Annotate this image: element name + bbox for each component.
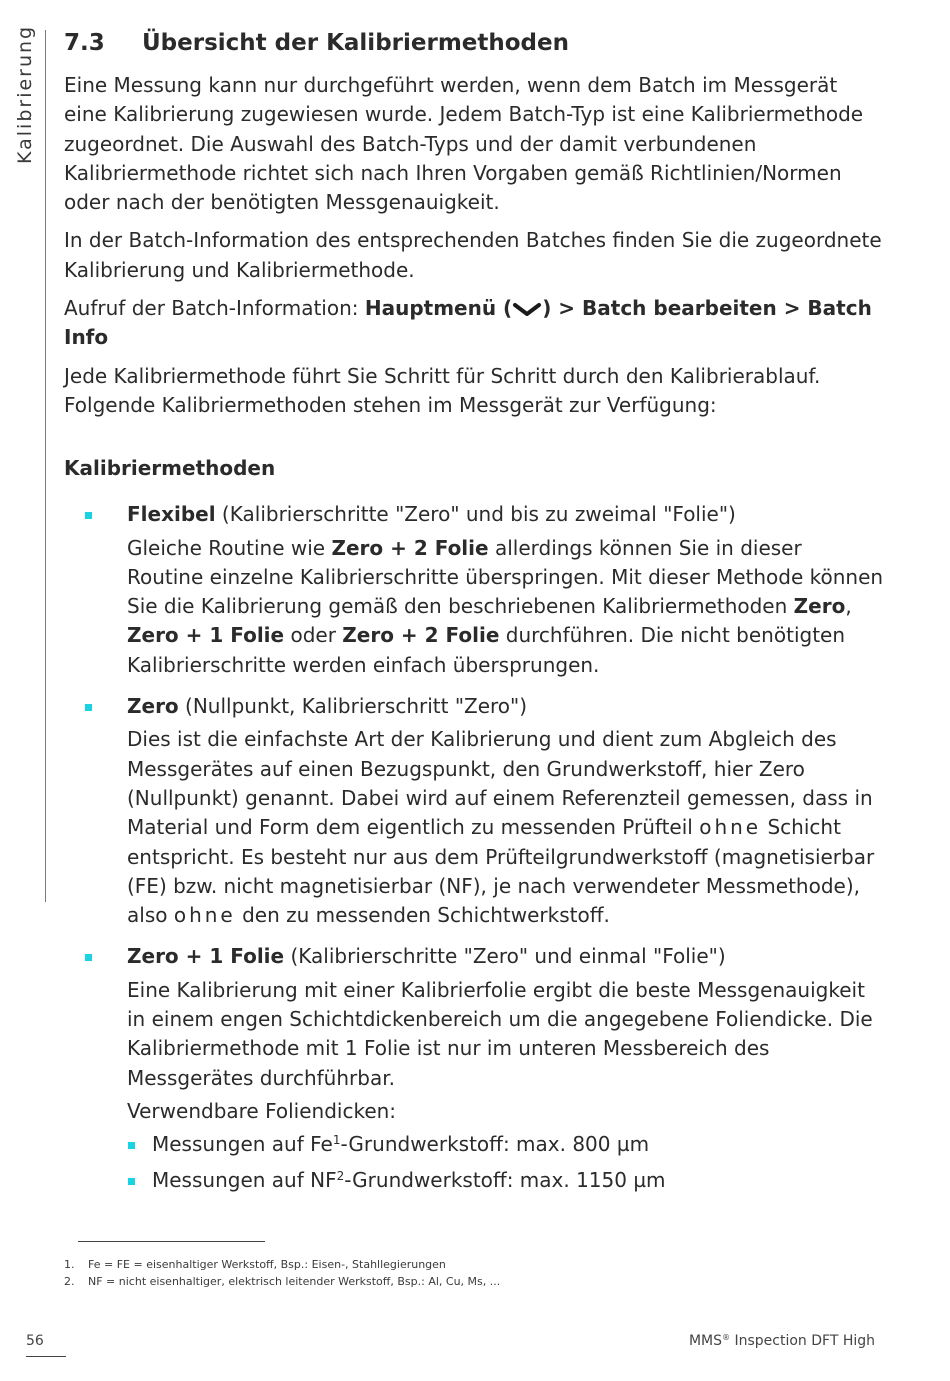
method-name: Flexibel — [127, 502, 216, 527]
footnote-ref: 2 — [336, 1169, 345, 1184]
text-run: durchführen. Die nicht benötigten Kalibrierschritte werden einfach übersprungen. — [127, 623, 846, 677]
page-number-rule — [26, 1356, 66, 1357]
method-name: Zero + 1 Folie — [127, 944, 285, 969]
footnote-ref: 1 — [332, 1133, 341, 1148]
bold-run: Zero — [793, 594, 846, 619]
footnote-text: Fe = FE = eisenhaltiger Werkstoff, Bsp.: Eisen-, Stahllegierungen — [88, 1258, 446, 1271]
text-run: Dies ist die einfachste Art der Kalibrierung und dient zum Abgleich des Messgerätes auf einen Bezugspunkt, den Grundwerkstoff, hier Zero (Nullpunkt) genannt. Dabei wird auf einem Referenzteil gemessen, dass in Material und Form dem eigentlich zu messenden Prüfteil — [127, 727, 873, 840]
bold-run: Zero + 2 Folie — [331, 535, 489, 560]
bullet-square-icon — [128, 1178, 135, 1185]
section-title: Übersicht der Kalibriermethoden — [142, 30, 569, 56]
footnote-number: 2. — [64, 1275, 75, 1288]
footnote — [64, 1273, 500, 1290]
page-number: 56 — [26, 1333, 44, 1349]
bullet-square-icon — [128, 1142, 135, 1149]
product-name — [689, 1333, 875, 1349]
text-run: oder — [284, 623, 343, 648]
intro-paragraph-1: Eine Messung kann nur durchgeführt werden, wenn dem Batch im Messgerät eine Kalibrierung zugewiesen wurde. Jedem Batch-Typ ist eine Kalibriermethode zugeordnet. Die Auswahl des Batch-Typs und der damit verbundenen Kalibriermethode richtet sich nach Ihren Vorgaben gemäß Richtlinien/Normen oder nach der benötigten Messgenauigkeit. — [64, 73, 864, 215]
sub-list-item — [127, 1166, 884, 1195]
side-rule — [45, 30, 46, 902]
method-zero1-title — [127, 942, 884, 971]
text-run: Schicht entspricht. Es besteht nur aus dem Prüfteilgrundwerkstoff (magnetisierbar (FE) bzw. nicht magnetisierbar (NF), je nach verwendeter Messmethode), also — [127, 815, 875, 928]
method-zero-description — [127, 725, 884, 930]
text-run: , — [845, 594, 852, 619]
text-run: allerdings können Sie in dieser Routine einzelne Kalibrierschritte überspringen. Mit dieser Methode können Sie die Kalibrierung gemäß den beschriebenen Kalibriermethoden — [127, 535, 884, 619]
text-run: Gleiche Routine wie — [127, 535, 332, 560]
method-zero1-description: Eine Kalibrierung mit einer Kalibrierfolie ergibt die beste Messgenauigkeit in einem engen Schichtdickenbereich um die angegebene Foliendicke. Die Kalibriermethode mit 1 Folie ist nur im unteren Messbereich des Messgerätes durchführbar. — [127, 977, 873, 1090]
method-name: Zero — [127, 694, 179, 719]
menu-path-rest: ) > Batch bearbeiten > Batch Info — [64, 296, 872, 350]
method-zero-plus-1-folie — [64, 942, 884, 1195]
bullet-square-icon — [85, 954, 92, 961]
method-subtitle: (Nullpunkt, Kalibrierschritt "Zero") — [178, 694, 528, 719]
bullet-square-icon — [85, 512, 92, 519]
intro-paragraph-4: Jede Kalibriermethode führt Sie Schritt für Schritt durch den Kalibrierablauf. Folgende Kalibriermethoden stehen im Messgerät zur Verfügung: — [64, 363, 821, 417]
footnotes — [64, 1256, 500, 1290]
method-subtitle: (Kalibrierschritte "Zero" und bis zu zweimal "Folie") — [215, 502, 736, 527]
footnote-rule — [78, 1241, 265, 1242]
footnote-number: 1. — [64, 1258, 75, 1271]
product-brand: MMS — [688, 1333, 723, 1349]
chevron-down-icon — [512, 301, 542, 317]
sub-list-item — [127, 1130, 884, 1159]
product-model: Inspection DFT High — [730, 1333, 875, 1349]
section-heading — [64, 30, 884, 56]
text-run: Messungen auf Fe — [152, 1132, 333, 1157]
method-subtitle: (Kalibrierschritte "Zero" und einmal "Folie") — [284, 944, 726, 969]
bullet-square-icon — [85, 704, 92, 711]
menu-path-main: Hauptmenü ( — [364, 296, 513, 321]
spaced-emphasis: ohne — [173, 903, 236, 928]
page-content — [64, 30, 884, 1207]
text-run: -Grundwerkstoff: max. 1150 µm — [344, 1168, 666, 1193]
method-flexibel — [64, 500, 884, 680]
method-zero-title — [127, 692, 884, 721]
menu-path-prefix: Aufruf der Batch-Information: — [64, 296, 365, 321]
footnote — [64, 1256, 500, 1273]
methods-heading: Kalibriermethoden — [64, 456, 276, 481]
method-flexibel-description — [127, 534, 884, 680]
text-run: -Grundwerkstoff: max. 800 µm — [340, 1132, 650, 1157]
text-run: Messungen auf NF — [152, 1168, 337, 1193]
registered-mark: ® — [722, 1333, 731, 1342]
section-number: 7.3 — [64, 30, 105, 56]
bold-run: Zero + 2 Folie — [342, 623, 500, 648]
method-zero1-thickness-label: Verwendbare Foliendicken: — [127, 1098, 397, 1123]
side-chapter-label: Kalibrierung — [14, 24, 36, 164]
intro-paragraph-3 — [64, 294, 884, 353]
bold-run: Zero + 1 Folie — [127, 623, 285, 648]
method-zero — [64, 692, 884, 930]
text-run: den zu messenden Schichtwerkstoff. — [235, 903, 610, 928]
method-flexibel-title — [127, 500, 884, 529]
intro-paragraph-2: In der Batch-Information des entsprechenden Batches finden Sie die zugeordnete Kalibrierung und Kalibriermethode. — [64, 228, 882, 282]
spaced-emphasis: ohne — [699, 815, 762, 840]
footnote-text: NF = nicht eisenhaltiger, elektrisch leitender Werkstoff, Bsp.: Al, Cu, Ms, ... — [88, 1275, 501, 1288]
